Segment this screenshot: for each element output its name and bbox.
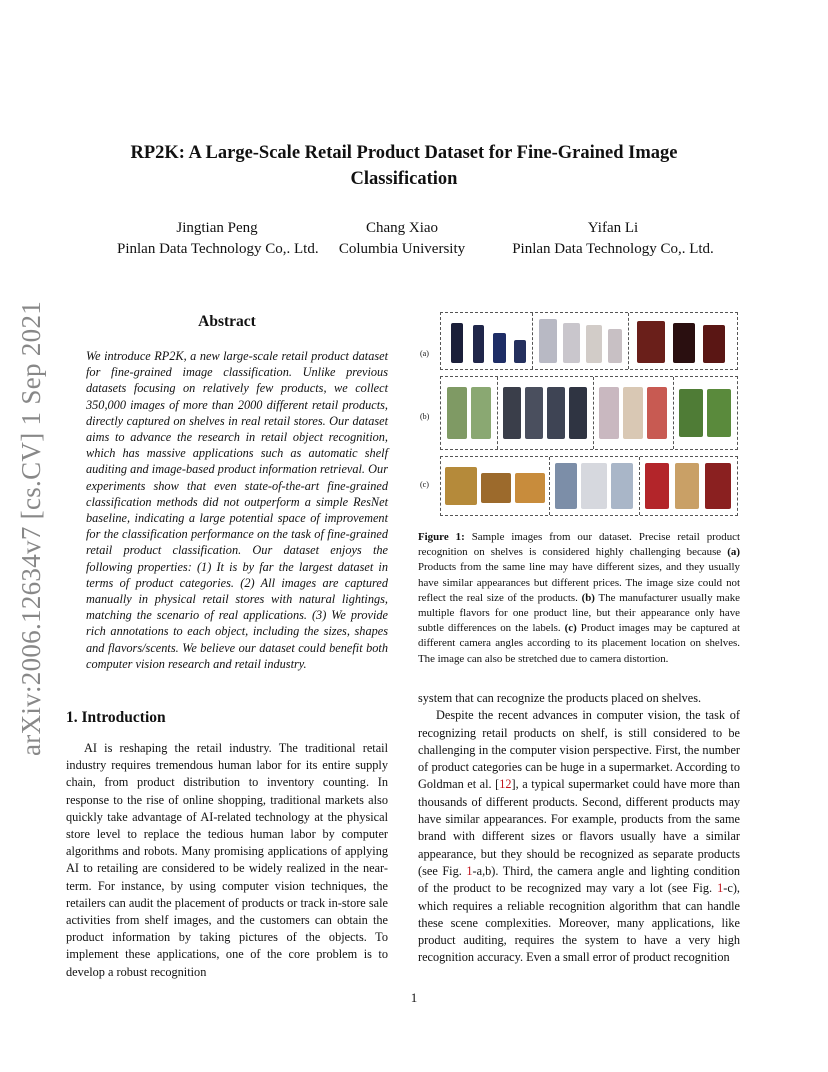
product-image bbox=[473, 325, 484, 363]
product-image bbox=[563, 323, 580, 363]
product-image bbox=[703, 325, 725, 363]
figure-caption bbox=[418, 530, 740, 667]
author-name: Jingtian Peng bbox=[176, 220, 258, 236]
caption-text: Products from the same line may have different sizes, and they usually have similar appearances but different prices. The image size could not reflect the real size of the products. bbox=[418, 561, 740, 604]
product-image bbox=[581, 463, 607, 509]
product-image bbox=[539, 319, 557, 363]
product-image bbox=[447, 387, 467, 439]
arxiv-id: arXiv:2006.12634v7 [cs.CV] 1 Sep 2021 bbox=[16, 300, 46, 756]
caption-text: Product images may be captured at different camera angles according to its placement location on shelves. The image can also be stretched due to camera distortion. bbox=[418, 622, 740, 665]
product-image bbox=[515, 473, 545, 503]
caption-text: Sample images from our dataset. Precise retail product recognition on shelves is considered highly challenging because bbox=[418, 531, 741, 559]
product-image bbox=[647, 387, 667, 439]
caption-marker-b: (b) bbox=[581, 591, 595, 604]
abstract-body bbox=[86, 348, 388, 672]
author-block-2 bbox=[312, 218, 492, 260]
left-column-text bbox=[66, 740, 388, 981]
section-heading-introduction: 1. Introduction bbox=[66, 709, 166, 726]
intro-continuation: system that can recognize the products placed on shelves. bbox=[418, 691, 702, 705]
product-image bbox=[525, 387, 543, 439]
author-affiliation: Columbia University bbox=[338, 241, 466, 257]
caption-marker-a: (a) bbox=[727, 546, 740, 559]
author-name: Chang Xiao bbox=[365, 220, 439, 236]
abstract-heading: Abstract bbox=[198, 313, 256, 330]
product-image bbox=[586, 325, 602, 363]
product-image bbox=[493, 333, 506, 363]
paper-title bbox=[90, 140, 718, 192]
product-image bbox=[451, 323, 463, 363]
product-image bbox=[471, 387, 491, 439]
author-affiliation: Pinlan Data Technology Co,. Ltd. bbox=[512, 241, 714, 257]
product-image bbox=[569, 387, 587, 439]
product-image bbox=[514, 340, 526, 363]
product-image bbox=[705, 463, 731, 509]
product-image bbox=[673, 323, 695, 363]
citation-link[interactable]: 12 bbox=[499, 777, 512, 792]
figure-ref-link[interactable]: 1 bbox=[466, 863, 473, 878]
intro-paragraph-2: Despite the recent advances in computer vision, the task of recognizing retail products on shelf, is still considered to be challenging in the computer vision perspective. First, the number of product categories can be huge in a supermarket. According to Goldman et al. [12], a typical supermarket could have more than thousands of different products. Second, different products may have similar appearances. For example, products from the same brand with different sizes or flavors usually have a similar appearance, but they should be recognized as separate products (see Fig. 1-a,b). Third, the camera angle and lighting condition of the product to be recognized may vary a lot (see Fig. 1-c), which requires a reliable recognition algorithm that can handle these scene complexities. Moreover, many applications, like product auditing, requires the system to have a very high recognition accuracy. Even a small error of product recognition bbox=[418, 708, 741, 965]
figure-row-a bbox=[440, 312, 738, 370]
figure-1 bbox=[418, 312, 740, 522]
figure-ref-link[interactable]: 1 bbox=[717, 881, 724, 896]
arxiv-side-label bbox=[14, 0, 54, 1072]
product-image bbox=[599, 387, 619, 439]
product-image bbox=[637, 321, 665, 363]
product-image bbox=[707, 389, 731, 437]
product-image bbox=[503, 387, 521, 439]
product-image bbox=[645, 463, 669, 509]
abstract-text: We introduce RP2K, a new large-scale retail product dataset for fine-grained image classification. Unlike previous datasets focusing on relatively few products, we collect 350,000 images of more than 2000 different retail products, directly captured on shelves in real retail stores. Our dataset aims to advance the research in retail object recognition, which has massive applications such as automatic shelf auditing and image-based product information retrieval. Our experiments show that even state-of-the-art fine-grained classification methods did not outperform a simple ResNet baseline, indicating a large potential space of improvement for the classification performance on the task of fine-grained retail product classification. Our dataset enjoys the following properties: (1) It is by far the largest dataset in terms of product categories. (2) All images are captured manually in physical retail stores with natural lightings, matching the scenario of real applications. (3) We provide rich annotations to each object, including the sizes, shapes and flavors/scents. We believe our dataset could benefit both computer vision research and retail industry. bbox=[86, 349, 388, 671]
intro-paragraph-1: AI is reshaping the retail industry. The traditional retail industry requires tremendous human labor for its entire supply chain, from product distribution to inventory counting. In response to the rise of online shopping, traditional markets also quickly take advantage of AI-related technology at the physical store level to replace the tedious human labor by computer algorithms and robots. Many promising applications of applying AI to retailing are considered to be widely realized in the near-term. For instance, by using computer vision techniques, the retailers can audit the placement of products or track in-store sale activities from shelf images, and the customers can obtain the product information by taking pictures of the objects. To implement these applications, one of the core problem is to develop a robust recognition bbox=[66, 741, 388, 979]
figure-row-label: (a) bbox=[420, 349, 429, 358]
caption-text: The manufacturer usually make multiple flavors for one product line, but their appearance only have subtle differences on the labels. bbox=[418, 591, 740, 635]
title-line-1: RP2K: A Large-Scale Retail Product Dataset for Fine-Grained Image bbox=[130, 143, 678, 163]
author-name: Yifan Li bbox=[587, 220, 639, 236]
caption-label: Figure 1: bbox=[418, 531, 465, 543]
product-image bbox=[679, 389, 703, 437]
product-image bbox=[555, 463, 577, 509]
product-image bbox=[547, 387, 565, 439]
product-image bbox=[481, 473, 511, 503]
figure-row-c bbox=[440, 456, 738, 516]
caption-marker-c: (c) bbox=[564, 622, 577, 635]
product-image bbox=[611, 463, 633, 509]
figure-row-b bbox=[440, 376, 738, 450]
product-image bbox=[445, 467, 477, 505]
product-image bbox=[675, 463, 699, 509]
author-block-3 bbox=[510, 218, 716, 260]
product-image bbox=[623, 387, 643, 439]
figure-row-label: (c) bbox=[420, 480, 429, 489]
page-number: 1 bbox=[410, 990, 418, 1005]
product-image bbox=[608, 329, 622, 363]
author-affiliation: Pinlan Data Technology Co,. Ltd. bbox=[117, 241, 319, 257]
figure-row-label: (b) bbox=[420, 412, 430, 421]
right-column-text bbox=[418, 690, 740, 967]
title-line-2: Classification bbox=[350, 169, 458, 189]
author-block-1 bbox=[117, 218, 317, 260]
